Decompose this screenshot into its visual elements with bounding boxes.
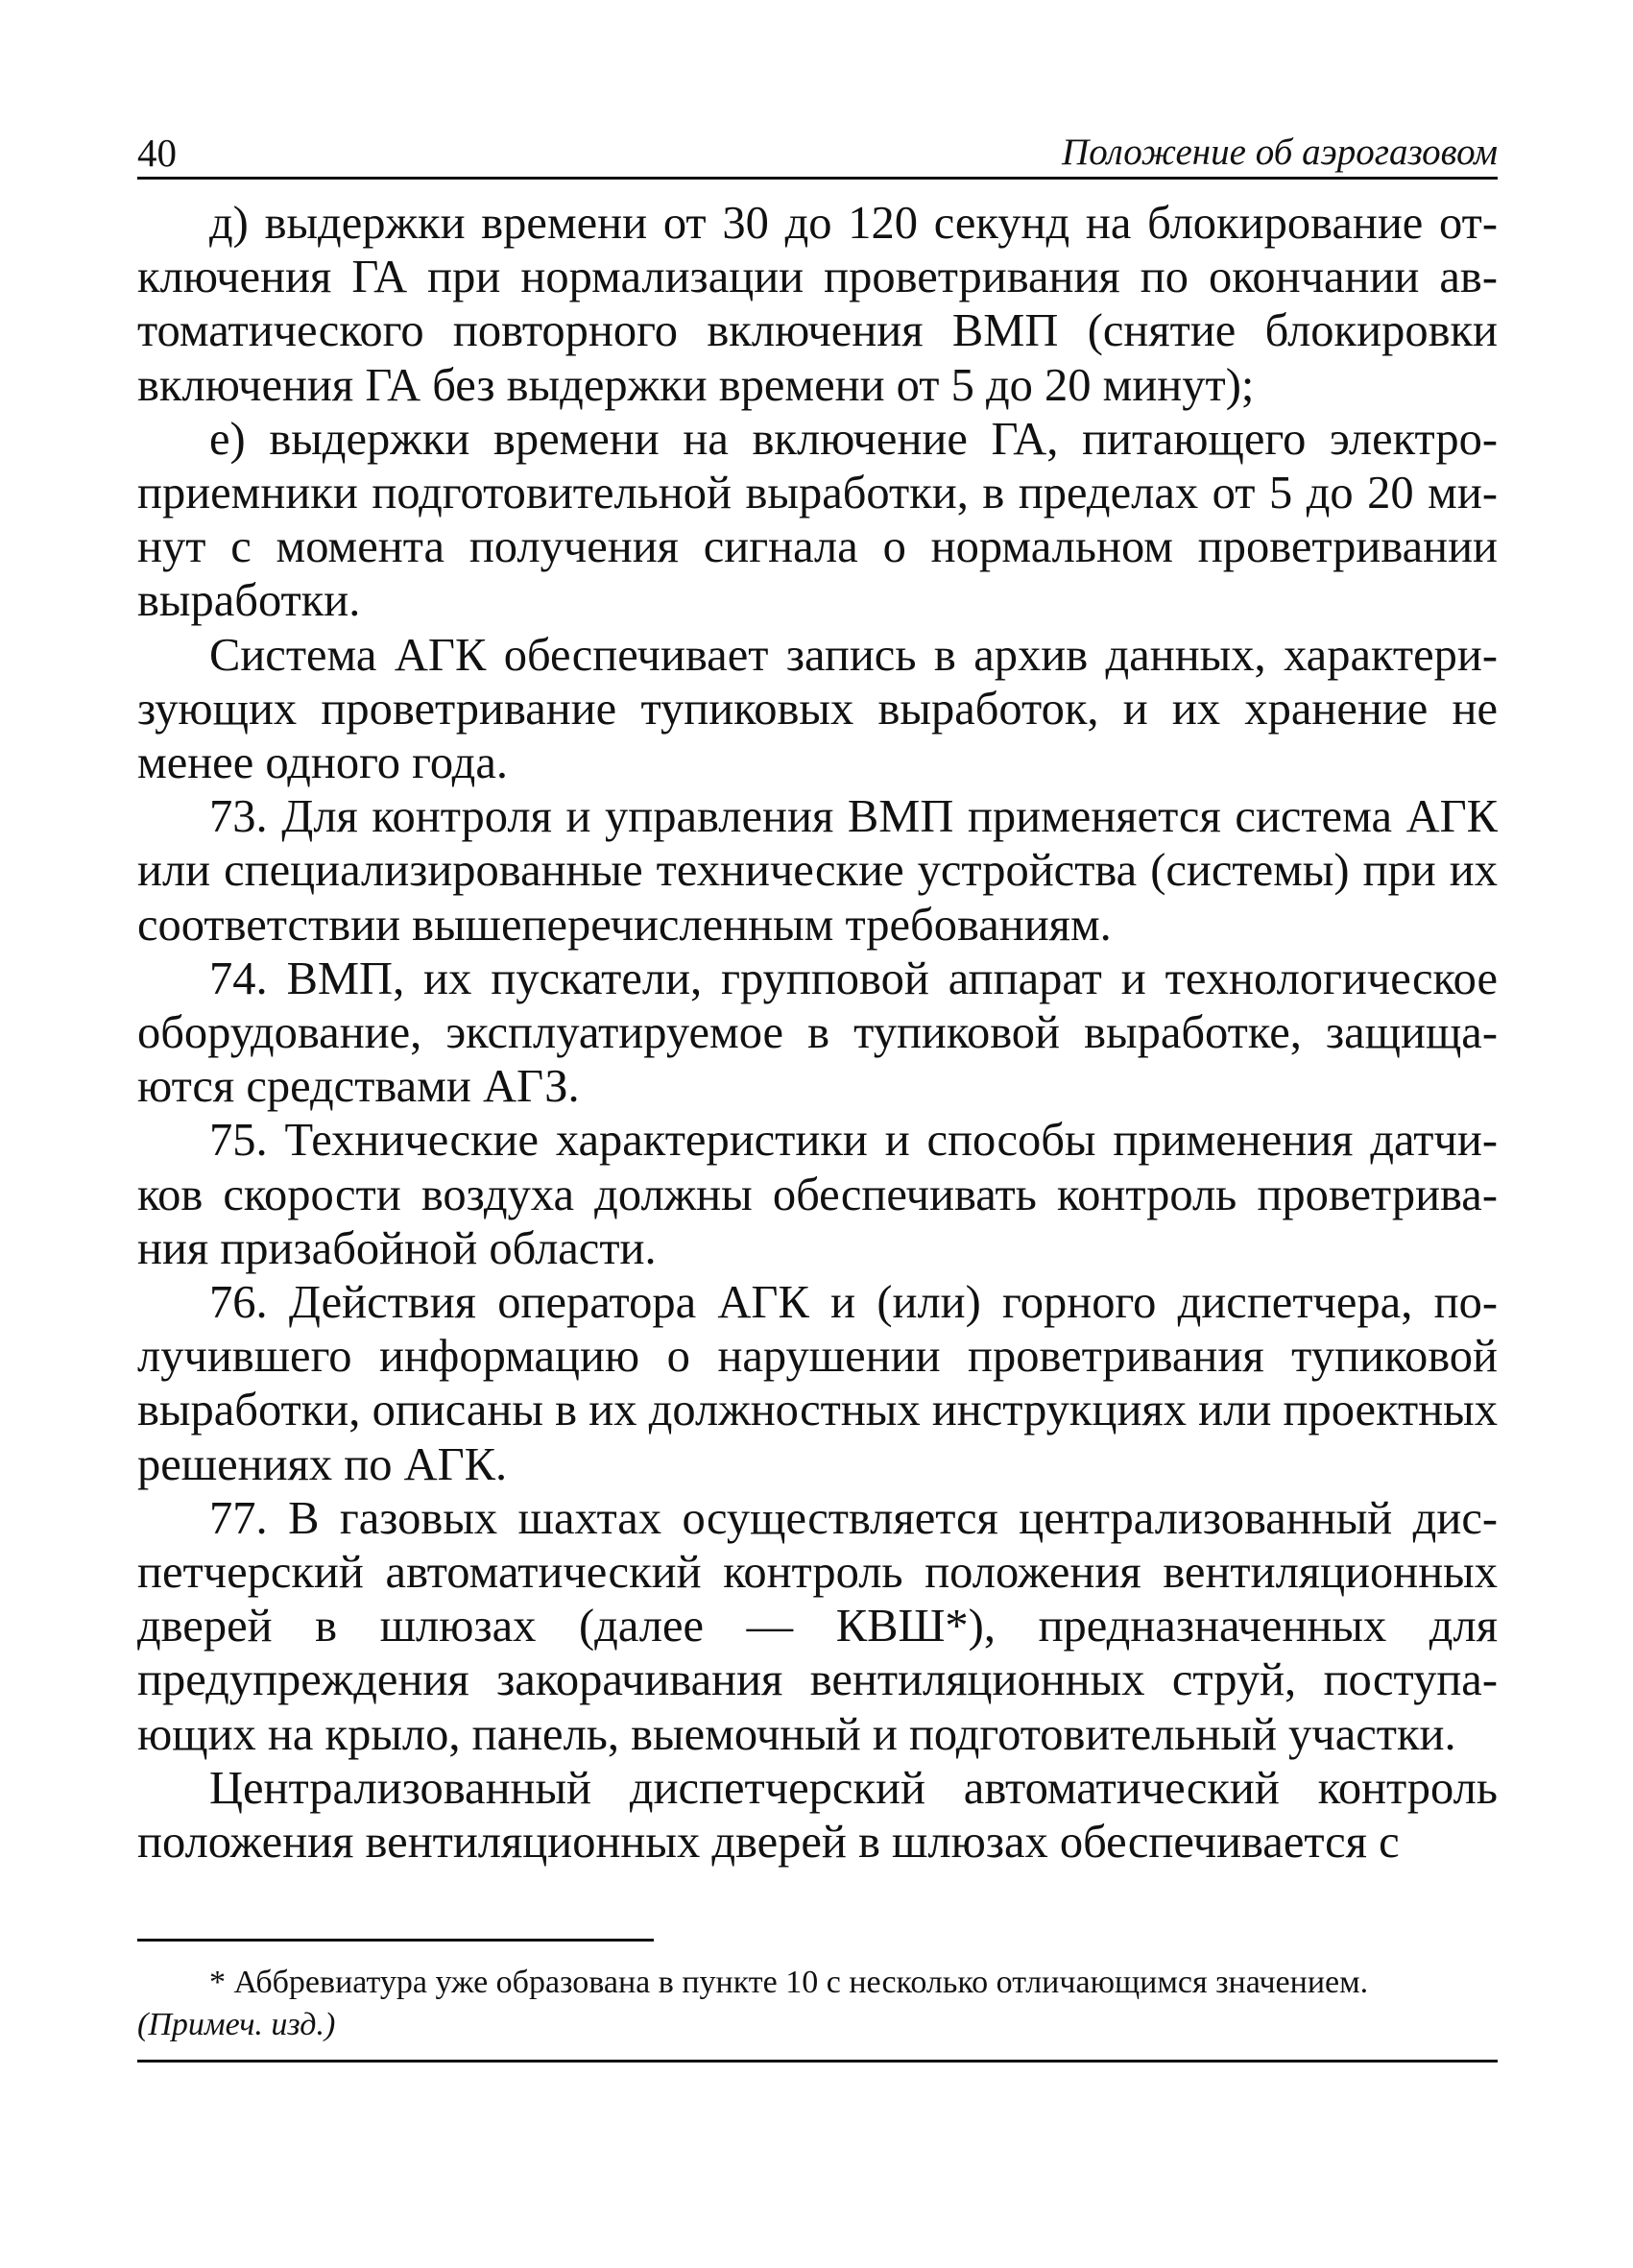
footnote (137, 1962, 1498, 2046)
bottom-rule (137, 2060, 1498, 2063)
paragraph-73: 73. Для контроля и управления ВМП применяется система АГК или специализированные технические устройства (системы) при их соответствии вышеперечисленным требованиям. (137, 791, 1498, 951)
page-header (137, 123, 1498, 180)
paragraph-76: 76. Действия оператора АГК и (или) горного диспетчера, получившего информацию о нарушении проветривания тупиковой выработки, описаны в их должностных инструкциях или проектных решениях по АГК. (137, 1277, 1498, 1490)
footnote-note-line (137, 2004, 1498, 2046)
paragraph-item-d: д) выдержки времени от 30 до 120 секунд на блокирование отключения ГА при нормализации проветривания по окончании автоматического повторного включения ВМП (снятие блокировки включения ГА без выдержки времени от 5 до 20 минут); (137, 198, 1498, 411)
footnote-line (137, 1962, 1498, 2004)
main-text (137, 197, 1498, 1870)
paragraph-77: 77. В газовых шахтах осуществляется централизованный диспетчерский автоматический контроль положения вентиляционных дверей в шлюзах (далее — КВШ*), предназначенных для предупреждения закорачивания вентиляционных струй, поступающих на крыло, панель, выемочный и подготовительный участки. (137, 1492, 1498, 1760)
footnote-publisher-note: (Примеч. изд.) (137, 2007, 336, 2042)
footnote-text: * Аббревиатура уже образована в пункте 10 с несколько отличающимся значением. (209, 1965, 1369, 2000)
running-title: Положение об аэрогазовом (1062, 132, 1498, 173)
paragraph-item-e: е) выдержки времени на включение ГА, питающего электроприемники подготовительной выработки, в пределах от 5 до 20 минут с момента получения сигнала о нормальном проветривании выработки. (137, 413, 1498, 627)
paragraph-kvsh-control: Централизованный диспетчерский автоматический контроль положения вентиляционных дверей в шлюзах обеспечивается с (137, 1762, 1498, 1869)
page-number: 40 (137, 131, 177, 175)
paragraph-74: 74. ВМП, их пускатели, групповой аппарат и технологическое оборудование, эксплуатируемое в тупиковой выработке, защищаются средствами АГЗ. (137, 953, 1498, 1113)
paragraph-agk-archive: Система АГК обеспечивает запись в архив данных, характеризующих проветривание тупиковых выработок, и их хранение не менее одного года. (137, 629, 1498, 789)
paragraph-75: 75. Технические характеристики и способы применения датчиков скорости воздуха должны обеспечивать контроль проветривания призабойной области. (137, 1115, 1498, 1274)
footnote-separator (137, 1939, 654, 1942)
